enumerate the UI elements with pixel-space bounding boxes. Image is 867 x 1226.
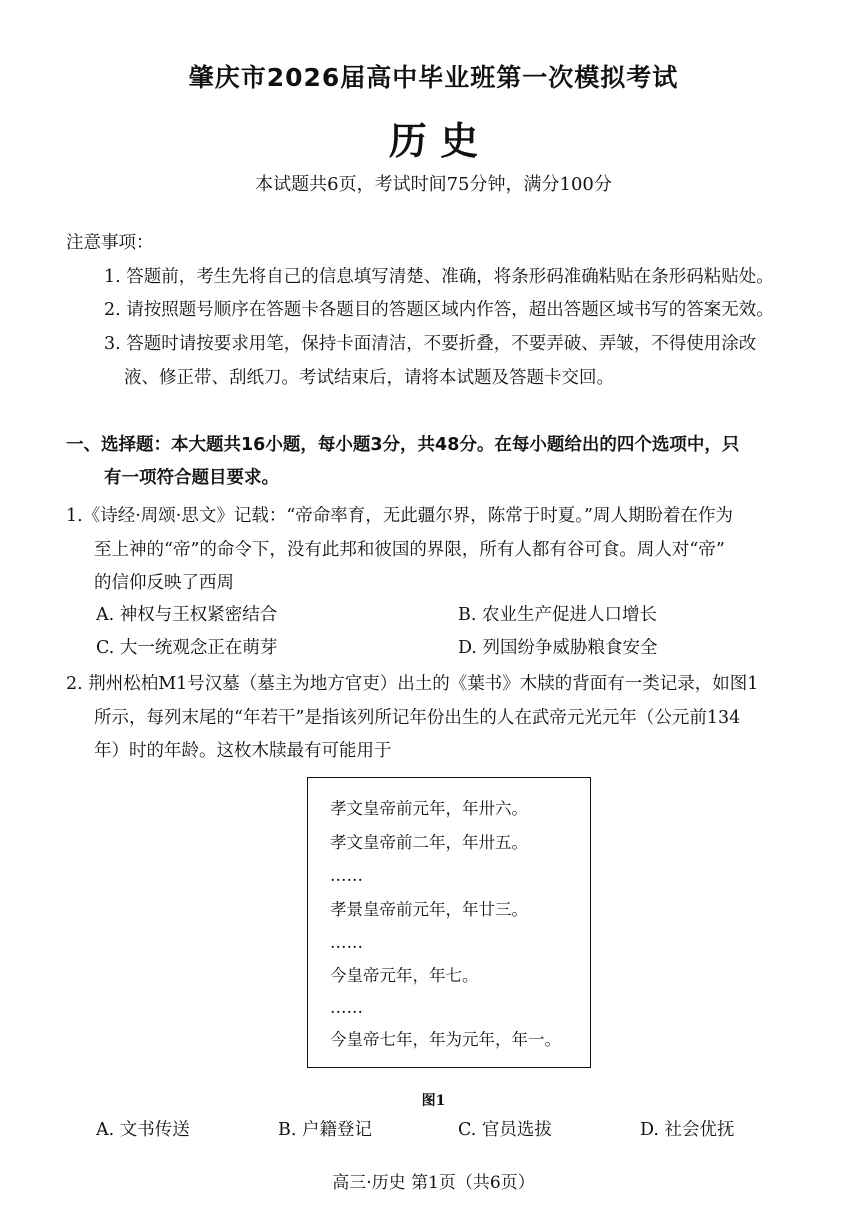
section-heading-cont: 有一项符合题目要求。 [104,468,279,488]
q1-option-b: B. 农业生产促进人口增长 [458,605,657,625]
subject-title: 历 史 [388,119,479,163]
exam-meta: 本试题共6页，考试时间75分钟，满分100分 [255,174,612,195]
q1-stem-line-1: 1.《诗经·周颂·思文》记载：“帝命率育，无此疆尔界，陈常于时夏。”周人期盼着在作为 [66,506,733,526]
q1-stem-line-3: 的信仰反映了西周 [94,573,234,593]
q1-option-a: A. 神权与王权紧密结合 [96,605,278,625]
q2-option-d: D. 社会优抚 [640,1120,735,1140]
figure-line-5: …… [330,933,363,952]
figure-line-1: 孝文皇帝前元年，年卅六。 [330,799,528,818]
notice-item-3-cont: 液、修正带、刮纸刀。考试结束后，请将本试题及答题卡交回。 [124,368,614,388]
notice-item-2: 2. 请按照题号顺序在答题卡各题目的答题区域内作答，超出答题区域书写的答案无效。 [104,300,774,320]
figure-1-box [307,777,591,1068]
figure-line-3: …… [330,866,363,885]
q1-option-c: C. 大一统观念正在萌芽 [96,638,278,658]
figure-caption: 图1 [421,1093,446,1109]
q2-option-c: C. 官员选拔 [458,1120,552,1140]
exam-title: 肇庆市2026届高中毕业班第一次模拟考试 [188,63,679,92]
q1-stem-line-2: 至上神的“帝”的命令下，没有此邦和彼国的界限，所有人都有谷可食。周人对“帝” [94,540,725,560]
figure-line-7: …… [330,998,363,1017]
notice-item-1: 1. 答题前，考生先将自己的信息填写清楚、准确，将条形码准确粘贴在条形码粘贴处。 [104,267,774,287]
figure-line-6: 今皇帝元年，年七。 [330,966,479,985]
figure-line-4: 孝景皇帝前元年，年廿三。 [330,900,528,919]
notice-heading: 注意事项： [66,233,154,253]
q1-option-d: D. 列国纷争威胁粮食安全 [458,638,658,658]
notice-item-3: 3. 答题时请按要求用笔，保持卡面清洁，不要折叠，不要弄破、弄皱，不得使用涂改 [104,334,757,354]
q2-option-a: A. 文书传送 [96,1120,190,1140]
q2-option-b: B. 户籍登记 [278,1120,372,1140]
q2-stem-line-3: 年）时的年龄。这枚木牍最有可能用于 [94,741,392,761]
q2-stem-line-2: 所示，每列末尾的“年若干”是指该列所记年份出生的人在武帝元光元年（公元前134 [94,708,741,728]
figure-line-8: 今皇帝七年，年为元年，年一。 [330,1030,561,1049]
section-heading: 一、选择题：本大题共16小题，每小题3分，共48分。在每小题给出的四个选项中，只 [66,435,740,455]
q2-stem-line-1: 2. 荆州松柏M1号汉墓（墓主为地方官吏）出土的《葉书》木牍的背面有一类记录，如图1 [66,674,759,694]
page-footer: 高三·历史 第1页（共6页） [332,1173,535,1193]
figure-line-2: 孝文皇帝前二年，年卅五。 [330,833,528,852]
